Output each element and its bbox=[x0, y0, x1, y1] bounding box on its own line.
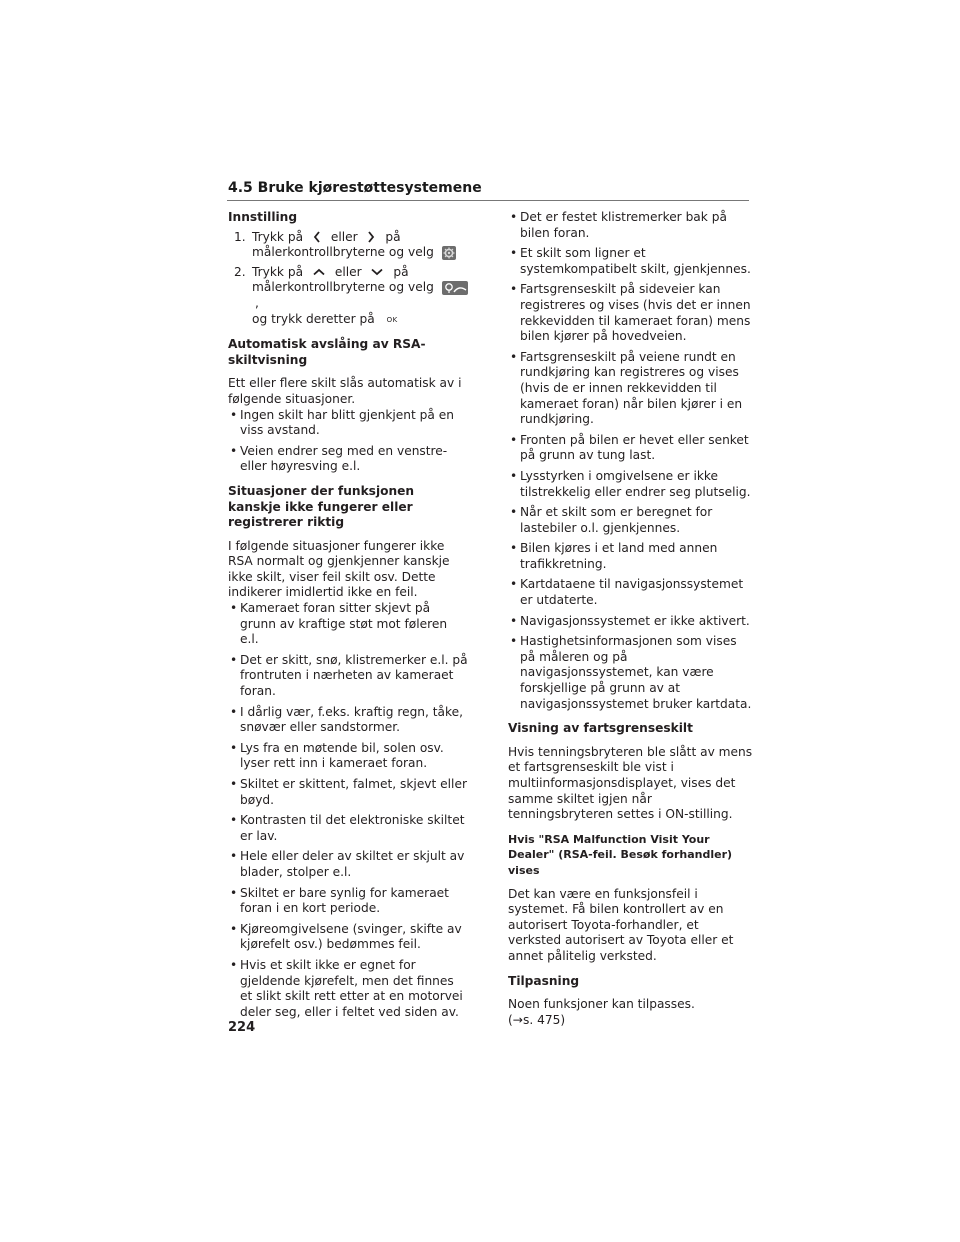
list-item: • Skiltet er skittent, falmet, skjevt eller bøyd. bbox=[230, 777, 467, 807]
list-item: • Bilen kjøres i et land med annen trafikkretning. bbox=[510, 541, 718, 571]
settings-gear-icon bbox=[442, 246, 456, 260]
auto-off-list bbox=[228, 408, 468, 475]
page-reference-link[interactable]: (→s. 475) bbox=[508, 1012, 566, 1027]
step-2 bbox=[234, 265, 468, 328]
situations-list-continued bbox=[508, 210, 753, 712]
list-item: • Kjøreomgivelsene (svinger, skifte av kjørefelt osv.) bedømmes feil. bbox=[230, 921, 462, 952]
step-1-number: 1. bbox=[234, 229, 246, 244]
road-sign-assist-icon bbox=[442, 281, 468, 295]
list-item: • Fartsgrenseskilt på sideveier kan registreres og vises (hvis det er innen rekkevidden til kameraet foran) mens bilen kjører på hovedveien. bbox=[510, 282, 751, 344]
list-item: • Veien endrer seg med en venstre- eller høyresving e.l. bbox=[230, 443, 448, 474]
auto-off-text: Ett eller flere skilt slås automatisk av i følgende situasjoner. bbox=[228, 376, 462, 406]
list-item: • Kameraet foran sitter skjevt på grunn av kraftige støt mot føleren e.l. bbox=[230, 601, 448, 647]
list-item: • Skiltet er bare synlig for kameraet foran i en kort periode. bbox=[230, 885, 449, 916]
list-item: • Hvis et skilt ikke er egnet for gjeldende kjørefelt, men det finnes et slikt skilt rett etter at en motorvei deler seg, eller i feltet ved siden av. bbox=[230, 957, 463, 1019]
step-2-text-d: målerkontrollbryterne og velg bbox=[252, 280, 434, 295]
section-title: 4.5 Bruke kjørestøttesystemene bbox=[228, 180, 482, 196]
step-1-text-d: målerkontrollbryterne og velg bbox=[252, 245, 434, 260]
innstilling-heading: Innstilling bbox=[228, 210, 298, 224]
list-item: • Fronten på bilen er hevet eller senket på grunn av tung last. bbox=[510, 432, 749, 463]
step-2-text-a: Trykk på bbox=[252, 264, 304, 279]
tilpasning-text: Noen funksjoner kan tilpasses. (→s. 475) bbox=[508, 997, 695, 1027]
malfunction-heading: Hvis "RSA Malfunction Visit Your Dealer" (RSA-feil. Besøk forhandler) vises bbox=[508, 832, 733, 877]
list-item: • Når et skilt som er beregnet for lastebiler o.l. gjenkjennes. bbox=[510, 505, 713, 535]
visning-heading: Visning av fartsgrenseskilt bbox=[508, 721, 693, 736]
chevron-right-icon bbox=[367, 231, 375, 243]
step-2-text-c: på bbox=[393, 264, 409, 279]
list-item: • Hastighetsinformasjonen som vises på måleren og på navigasjonssystemet, kan være forskjellige på grunn av at navigasjonssystemet bruker kartdata. bbox=[510, 634, 752, 711]
step-2-number: 2. bbox=[234, 264, 246, 279]
step-1-text-b: eller bbox=[330, 229, 358, 244]
chevron-up-icon bbox=[313, 268, 325, 276]
step-1-text-c: på bbox=[385, 229, 401, 244]
chevron-down-icon bbox=[371, 268, 383, 276]
section-title-rule bbox=[227, 200, 749, 201]
tilpasning-heading: Tilpasning bbox=[508, 973, 580, 988]
situations-heading: Situasjoner der funksjonen kanskje ikke fungerer eller registrerer riktig bbox=[228, 483, 415, 530]
step-1-text-a: Trykk på bbox=[252, 229, 304, 244]
left-column bbox=[228, 210, 468, 1020]
list-item: • Lysstyrken i omgivelsene er ikke tilstrekkelig eller endrer seg plutselig. bbox=[510, 468, 751, 499]
list-item: • Kartdataene til navigasjonssystemet er utdaterte. bbox=[510, 577, 744, 608]
step-1 bbox=[234, 230, 468, 261]
chevron-left-icon bbox=[313, 231, 321, 243]
auto-off-heading: Automatisk avslåing av RSA-skiltvisning bbox=[228, 337, 426, 367]
step-2-text-e: , bbox=[255, 295, 259, 310]
list-item: • Det er festet klistremerker bak på bilen foran. bbox=[510, 210, 727, 240]
list-item: • Lys fra en møtende bil, solen osv. lyser rett inn i kameraet foran. bbox=[230, 740, 444, 771]
situations-text: I følgende situasjoner fungerer ikke RSA normalt og gjenkjenner kanskje ikke skilt, viser feil skilt osv. Dette indikerer imidlertid ikke en feil. bbox=[228, 538, 450, 600]
visning-text: Hvis tenningsbryteren ble slått av mens et fartsgrenseskilt ble vist i multiinformasjonsdisplayet, vises det samme skiltet igjen når tenningsbryteren settes i ON-stilling. bbox=[508, 744, 753, 822]
list-item: • Det er skitt, snø, klistremerker e.l. på frontruten i nærheten av kameraet foran. bbox=[230, 652, 468, 699]
list-item: • Ingen skilt har blitt gjenkjent på en viss avstand. bbox=[230, 407, 454, 438]
list-item: • Kontrasten til det elektroniske skiltet er lav. bbox=[230, 813, 465, 843]
list-item: • Et skilt som ligner et systemkompatibelt skilt, gjenkjennes. bbox=[510, 246, 751, 276]
malfunction-text: Det kan være en funksjonsfeil i systemet. Få bilen kontrollert av en autorisert Toyota-forhandler, et verksted autorisert av Toyota eller et annet pålitelig verksted. bbox=[508, 886, 734, 963]
right-column bbox=[508, 210, 753, 1028]
step-2-text-b: eller bbox=[334, 264, 362, 279]
list-item: • Fartsgrenseskilt på veiene rundt en rundkjøring kan registreres og vises (hvis de er innen rekkevidden til kameraet foran) når bilen kjører i en rundkjøring. bbox=[510, 349, 743, 427]
list-item: • I dårlig vær, f.eks. kraftig regn, tåke, snøvær eller sandstormer. bbox=[230, 704, 464, 735]
list-item: • Hele eller deler av skiltet er skjult av blader, stolper e.l. bbox=[230, 849, 465, 879]
page-number: 224 bbox=[228, 1020, 256, 1035]
list-item: • Navigasjonssystemet er ikke aktivert. bbox=[510, 613, 750, 628]
step-2-text-f: og trykk deretter på bbox=[252, 311, 375, 326]
situations-list bbox=[228, 601, 468, 1020]
ok-button-glyph: OK bbox=[386, 315, 398, 324]
